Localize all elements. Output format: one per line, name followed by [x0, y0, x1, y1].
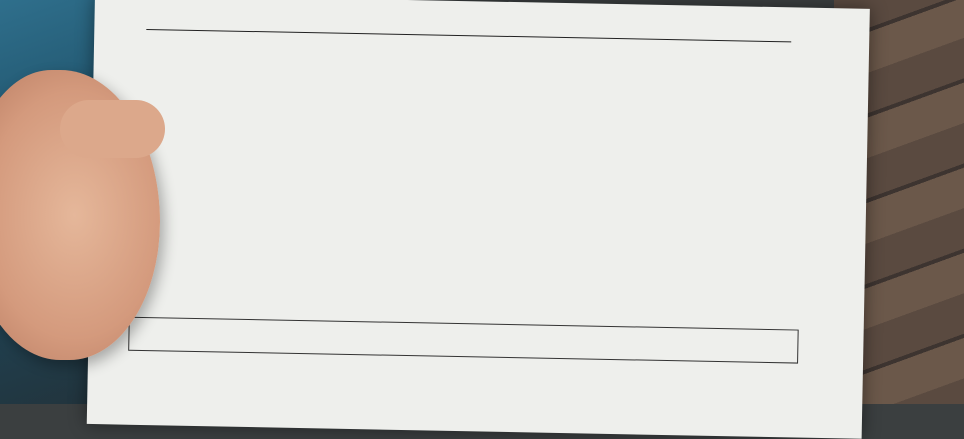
lab-report-sheet — [87, 0, 870, 439]
hotline-notice — [128, 317, 799, 364]
thumb — [60, 100, 165, 158]
